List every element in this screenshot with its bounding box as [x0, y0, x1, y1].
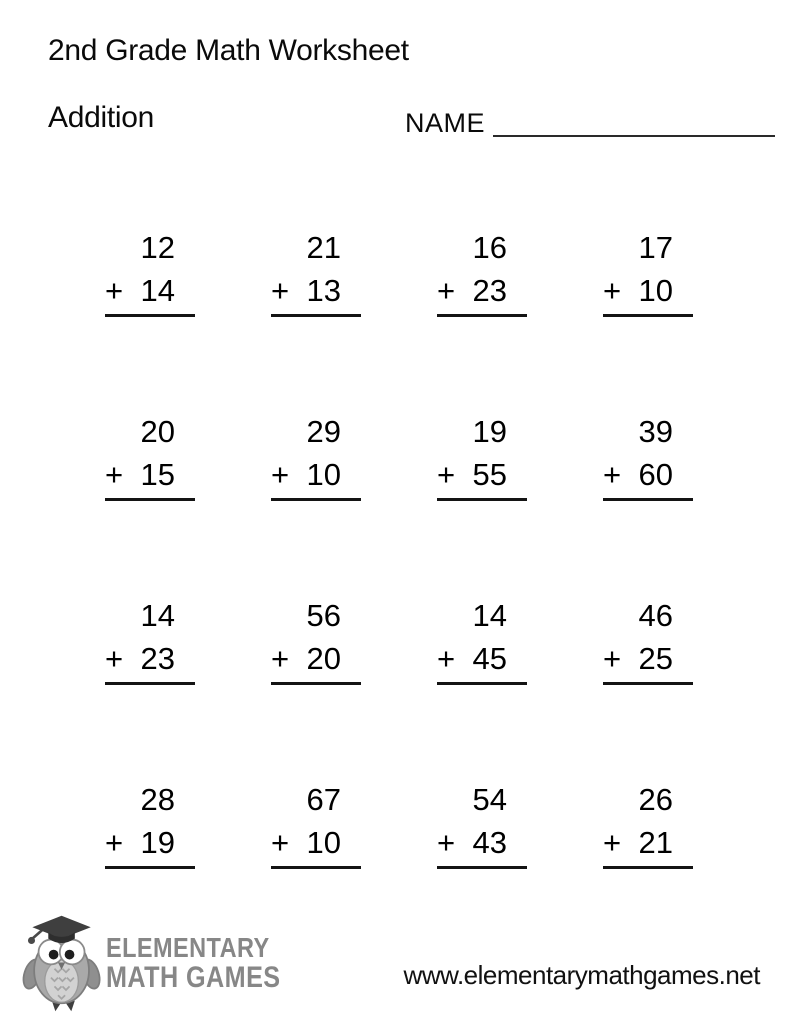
top-addend: 56 [306, 598, 341, 633]
answer-line [105, 498, 195, 501]
top-addend: 21 [306, 230, 341, 265]
answer-line [603, 314, 693, 317]
answer-line [105, 314, 195, 317]
plus-operator: + [437, 825, 456, 860]
answer-line [603, 866, 693, 869]
answer-line [271, 498, 361, 501]
publisher-url: www.elementarymathgames.net [403, 960, 760, 990]
problem-16 [603, 778, 693, 869]
plus-operator: + [105, 273, 124, 308]
problem-1 [105, 226, 195, 317]
bottom-addend: 19 [140, 825, 175, 860]
bottom-addend: 13 [306, 273, 341, 308]
bottom-addend: 23 [140, 641, 175, 676]
page-title: 2nd Grade Math Worksheet [48, 34, 409, 67]
bottom-addend: 60 [638, 457, 673, 492]
plus-operator: + [271, 641, 290, 676]
bottom-addend: 20 [306, 641, 341, 676]
bottom-addend: 43 [472, 825, 507, 860]
plus-operator: + [437, 457, 456, 492]
owl-graduate-icon [20, 912, 104, 1014]
top-addend: 16 [472, 230, 507, 265]
name-blank-line [493, 135, 775, 137]
bottom-addend: 45 [472, 641, 507, 676]
problem-13 [105, 778, 195, 869]
answer-line [271, 682, 361, 685]
answer-line [271, 866, 361, 869]
plus-operator: + [271, 457, 290, 492]
problem-8 [603, 410, 693, 501]
answer-line [271, 314, 361, 317]
bottom-addend: 10 [306, 457, 341, 492]
worksheet-topic: Addition [48, 101, 155, 134]
publisher-logo-text [106, 933, 281, 994]
plus-operator: + [437, 641, 456, 676]
top-addend: 14 [140, 598, 175, 633]
top-addend: 14 [472, 598, 507, 633]
top-addend: 54 [472, 782, 507, 817]
problem-15 [437, 778, 527, 869]
problem-7 [437, 410, 527, 501]
bottom-addend: 21 [638, 825, 673, 860]
bottom-addend: 14 [140, 273, 175, 308]
answer-line [437, 314, 527, 317]
top-addend: 28 [140, 782, 175, 817]
plus-operator: + [105, 457, 124, 492]
name-label: NAME [405, 108, 486, 138]
top-addend: 19 [472, 414, 507, 449]
answer-line [437, 866, 527, 869]
problem-10 [271, 594, 361, 685]
bottom-addend: 10 [638, 273, 673, 308]
bottom-addend: 23 [472, 273, 507, 308]
top-addend: 46 [638, 598, 673, 633]
problem-2 [271, 226, 361, 317]
bottom-addend: 25 [638, 641, 673, 676]
plus-operator: + [603, 457, 622, 492]
top-addend: 26 [638, 782, 673, 817]
problems-grid [105, 226, 693, 869]
top-addend: 67 [306, 782, 341, 817]
problem-4 [603, 226, 693, 317]
answer-line [437, 498, 527, 501]
problem-9 [105, 594, 195, 685]
problem-12 [603, 594, 693, 685]
top-addend: 17 [638, 230, 673, 265]
plus-operator: + [105, 641, 124, 676]
answer-line [105, 866, 195, 869]
top-addend: 20 [140, 414, 175, 449]
problem-6 [271, 410, 361, 501]
problem-3 [437, 226, 527, 317]
bottom-addend: 55 [472, 457, 507, 492]
problem-5 [105, 410, 195, 501]
top-addend: 12 [140, 230, 175, 265]
name-field [405, 108, 775, 139]
publisher-logo-line1: ELEMENTARY [106, 931, 270, 963]
answer-line [437, 682, 527, 685]
top-addend: 39 [638, 414, 673, 449]
plus-operator: + [603, 825, 622, 860]
plus-operator: + [437, 273, 456, 308]
bottom-addend: 10 [306, 825, 341, 860]
plus-operator: + [603, 641, 622, 676]
plus-operator: + [271, 273, 290, 308]
answer-line [603, 498, 693, 501]
problem-14 [271, 778, 361, 869]
plus-operator: + [105, 825, 124, 860]
publisher-logo-line2: MATH GAMES [106, 960, 281, 994]
plus-operator: + [603, 273, 622, 308]
problem-11 [437, 594, 527, 685]
answer-line [105, 682, 195, 685]
plus-operator: + [271, 825, 290, 860]
answer-line [603, 682, 693, 685]
publisher-logo [20, 912, 314, 1014]
top-addend: 29 [306, 414, 341, 449]
bottom-addend: 15 [140, 457, 175, 492]
